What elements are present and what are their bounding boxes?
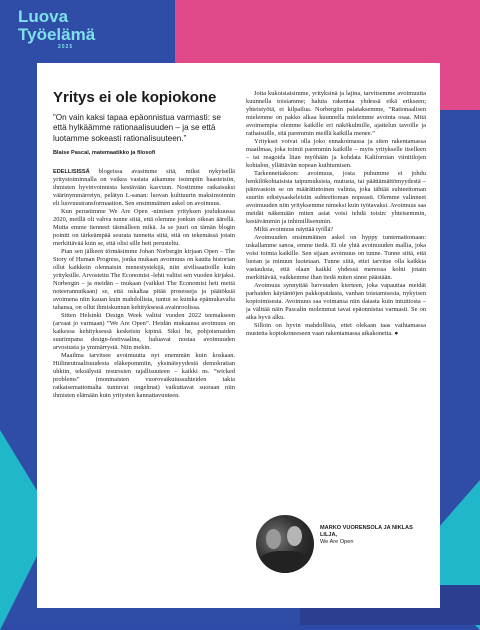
paragraph: Pian sen jälkeen törmäsimme Johan Norbergin kirjaan Open – The Story of Human Progress, jonka mukaan avoimuus on kautta historian ollut kaikkein olennaisin menestystekijä, niin sivilisaatioille kuin yrityksille. Arvostettu The Economist -lehti valitsi sen vuoden kirjaksi. Norbergin – ja meidän – mukaan (vaikkei The Economist heti meitä noteerannutkaan) se, että uskaltaa pitää prosesseja ja päätöksiä avoimena niin kauan kuin mahdollista, tuntui se kuinka epämukavalta tahansa, on ollut ihmiskunnan kehityksessä avainroolissa. bbox=[53, 248, 235, 312]
paragraph: Avoimuuden ensimmäinen askel on hyppy tuntemattomaan: uskallamme sanoa, emme tiedä. Ei ole yhtä avoimuuden mallia, joka voisi toimia kaikille. Sen sijaan avoimuus on tunne. Tunne siitä, että luotan ja minuun luotetaan. Tunne siitä, ettei tarvitse olla kaikkia vastauksia, että olaan kaikki yhdessä menossa kohti jotain merkittävää, vaikkemme ihan tiedä miten sinne päästään. bbox=[246, 234, 426, 281]
logo bbox=[18, 8, 95, 50]
left-column bbox=[53, 63, 235, 400]
author-block bbox=[256, 515, 426, 585]
paragraph: Miltä avoimuus näyttää työllä? bbox=[254, 226, 334, 233]
author-names: MARKO VUORENSOLA JA NIKLAS LILJA, bbox=[320, 525, 413, 538]
paragraph bbox=[53, 168, 235, 208]
paragraph: Maailma tarvitsee avoimuutta nyt enemmän kuin koskaan. Hiilineutraalisuudesta eläkepommiin, yksinäisyydestä demokratian uhkiin, tekoälystä resurssien rajallisuuteen – kaikki ns. ”wicked problems” (moninaisten vuorovaikutussuhteiden takia ratkaisemattomalta tuntuvat ongelmat) vaikuttavat suoraan niin ihmisten elämään kuin yritysten kannattavuuteen. bbox=[53, 352, 235, 400]
paragraph: Tarkennettakoon: avoimuus, josta puhumme ei johdu henkilökohtaisista taipumuksista, mutusta, tai päättämättömyydestä – päinvastoin se on määrätietoinen valinta, joka tähtää suhteettoman suuriin edistysaskeleisiin suhteettoman nopeasti. Olemme valinneet avoimuuden niin yrityksemme nimeksi kuin työtavaksi. Avoimuus saa meidät näkemään miten asiat voisi tehdä toisin: yhteisemmin, kestävämmin ja inhimillisemmin. bbox=[246, 170, 426, 225]
paragraph: Silloin on hyvin mahdollista, ettet olekaan taas vaihtamassa mustetta kopiokoneeseen vaan rakentamassa aikakonetta. ● bbox=[246, 322, 426, 337]
paragraph: Avoimuus synnyttää luovuuden kierteen, joka vapauttaa meidät parhaiden käytäntöjen pakkopaidasta, vanhan toistamisesta, nykyisen kopioimisesta. Avoimuus saa voimansa niin datasta kuin intuitiosta – ja välttää näin Pascalin molemmat tavat epäonnistua varmasti. Se on aika hyvä alku. bbox=[246, 282, 426, 321]
pull-quote: ”On vain kaksi tapaa epäonnistua varmasti: se että hylkäämme rationaalisuuden – ja se että luotamme sokeasti rationalisuuteen.” bbox=[53, 113, 221, 143]
logo-year: 2025 bbox=[58, 44, 74, 50]
logo-line1: Luova bbox=[18, 7, 69, 26]
lead-word: EDELLISISSÄ bbox=[53, 169, 90, 176]
author-company: We Are Open bbox=[320, 539, 354, 545]
article-title: Yritys ei ole kopiokone bbox=[53, 89, 217, 106]
article-page bbox=[37, 63, 440, 608]
logo-line2: Työelämä bbox=[18, 25, 96, 44]
right-column bbox=[246, 63, 426, 338]
paragraph: Jotta kukoistaisimme, yrityksinä ja lajina, tarvitsemme avoimuutta kuunnella toisiamme; haluta rakentaa yhdessä eikä erikseen; yhteistyötä, ei kilpailua. Norbergiin palataksemme, ”Rationaalisen mielemme on pakko alkaa kuunnella mielemme avointa osaa. Mitä avoimempia olemme kaikille eri näkökulmille, ajattelun tavoille ja rathaisuille, sitä paremmin meillä kaikilla menee.” bbox=[246, 90, 426, 137]
quote-author: Blaise Pascal, matemaatikko ja filosofi bbox=[53, 150, 156, 157]
paragraph: Kun perustimme We Are Open -nimisen yrityksen joulukuussa 2020, meillä oli vahva tunne siitä, että olemme jonkun oikean äärellä. Mutta emme tienneet täsmälleen mikä. Ja se juuri on tämän blogin pointti on tärkeämpää seurata tunnetta siitä, että on tekemässä jotain merkittävää kuin se, että olisi sille heti perusteltu. bbox=[53, 208, 235, 248]
author-caption bbox=[320, 525, 426, 546]
paragraph: Sitten Helsinki Design Week valitsi vuoden 2022 teemakseen (arvaat jo varmaan) ”We Are Open”. Heidän mukaansa avoimuus on kaikessa kehityksessä keskeisin kipinä. Siksi he, pohjoismaiden suurimpana design-festivaalina, haluavat nostaa avoimuuden arvostusta ja ymmärrystä. Niin mekin. bbox=[53, 312, 235, 352]
paragraph: Yritykset voivat olla joko ennakoimassa ja siten rakentamassa maailmaa, joka toimii paremmin kaikille – myös yritykselle itselleen – tai reagoida liian myöhään ja kohdata Kalifornian viinitilojen kohtalon, yllättävän nopean kuihtumisen. bbox=[246, 138, 426, 169]
paragraph-text: blogeissa avasimme sitä, miksi nykyisellä yritystoiminnalla on vaikea vastata aikamme isoimpiin haasteisiin, ihmisten hyvinvoinnista kestävään kasvuun. Nostimme ratkaisuksi väärinymmärretyn, pelätyn L-sanan: luovan kulttuurin maksimoinnin eli luovuustransformaation. Sen ensimmäinen askel on avoimuus. bbox=[53, 168, 235, 208]
author-photo bbox=[256, 515, 314, 573]
